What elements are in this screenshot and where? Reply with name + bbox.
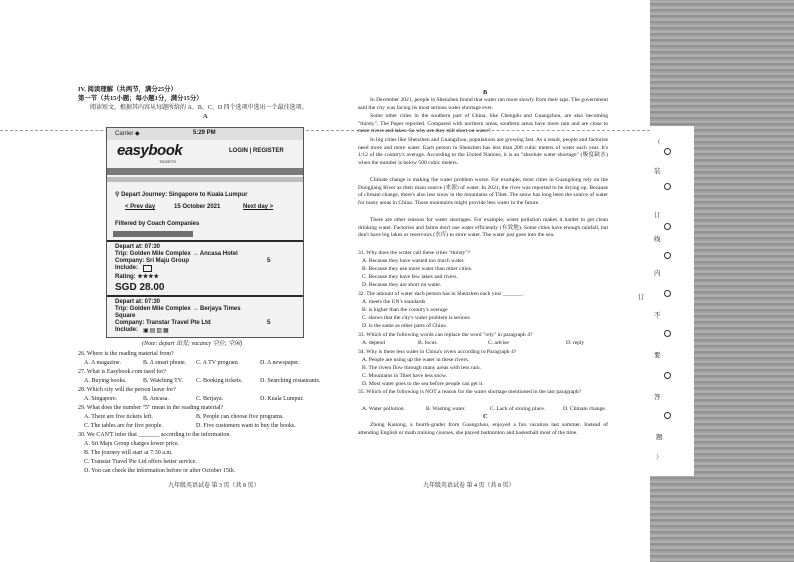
carrier-label: Carrier ◆: [115, 131, 140, 137]
q34-option-c: C. Mountains in Tibet have less snow.: [362, 373, 448, 379]
q26-stem: 26. Where is the reading material from?: [78, 351, 174, 357]
q31-option-d: D. Because they are short on water.: [362, 282, 442, 288]
q27-option-a: A. Buying books.: [84, 378, 127, 384]
binding-hole: [664, 412, 671, 419]
q27-option-b: B. Watching TV.: [143, 378, 183, 384]
binding-strip: [638, 0, 794, 562]
binding-hole: [664, 372, 671, 379]
q28-option-d: D. Kuala Lumpur.: [260, 396, 304, 402]
header-band: [107, 168, 303, 175]
q33-option-c: C. advise: [488, 340, 509, 346]
binding-side-label: 订: [638, 294, 645, 301]
filter-label: Filtered by Coach Companies: [115, 221, 200, 227]
q30-option-b: B. The journey will start at 7:30 a.m.: [84, 450, 173, 456]
q31-option-b: B. Because they use more water than other cities.: [362, 266, 473, 272]
q32-option-c: C. shows that the city's water problem is serious: [362, 315, 470, 321]
passage-b-paragraph-4: Climate change is making the water problem worse. For example, most cities in Guangdong rely on the Dongjiang River as their main source (来源) of water. In 2021, the river was reported to be drying up. Because of climate change, there's also less snow in the mountains of Tibet. The snow has long been the source of water for many areas in China. Those mountains might provide less water in the future.: [358, 177, 608, 207]
passage-label-c: C: [483, 413, 488, 420]
trip1-rating: Rating: ★★★★: [115, 274, 159, 280]
passage-label-a: A: [203, 113, 208, 120]
binding-hole: [664, 223, 671, 230]
q34-stem: 34. Why is there less water in China's rivers according to Paragraph 4?: [358, 349, 517, 355]
filter-dropdown[interactable]: [113, 231, 193, 237]
divider: [107, 240, 303, 242]
trip1-depart: Depart at: 07:30: [115, 244, 161, 250]
clock: 5:29 PM: [193, 130, 216, 136]
q27-option-d: D. Searching restaurants.: [260, 378, 321, 384]
q35-option-c: C. Lack of storing place.: [490, 406, 546, 412]
trip1-company: Company: Sri Maju Group: [115, 258, 190, 264]
q34-option-b: B. The rivers flow through many areas with less rain.: [362, 365, 482, 371]
location-pin-icon: ⚲: [115, 192, 120, 198]
binding-char: 不: [654, 312, 661, 319]
login-register-link[interactable]: LOGIN | REGISTER: [229, 148, 284, 154]
binding-hole: [664, 183, 671, 190]
binding-char: ）: [656, 454, 663, 461]
passage-c-paragraph-1: Zhong Kaitong, a fourth-grader from Guangzhou, enjoyed a fun vacation last summer. Instead of attending English or math training courses, she played badminton and basketball most of the time.: [358, 422, 608, 436]
part-heading: 第一节（共15小题；每小题1分，满分15分）: [78, 95, 203, 102]
q34-option-d: D. Most water goes to the sea before people can get it.: [362, 381, 484, 387]
passage-b-paragraph-2: Some other cities in the southern part of China, like Chengdu and Guangzhou, are also becoming "thirsty", The Paper reported. Compared with northern areas, southern areas have more rain and are close to more rivers and lakes. So why are they still short on water?: [358, 113, 608, 135]
q35-option-b: B. Wasting water.: [426, 406, 466, 412]
binding-char: 内: [654, 270, 661, 277]
q26-option-d: D. A newspaper.: [260, 360, 300, 366]
q29-option-d: D. Five customers want to buy the books.: [196, 423, 296, 429]
passage-b-paragraph-3: In big cities like Shenzhen and Guangzhou, populations are growing fast. As a result, people and factories need more and more water. Each person in Shenzhen has less than 200 cubic meters of water each year. It's 1/12 of the country's average. According to the United Nations, it is an "absolute water shortage" (极度缺水) when the number is below 500 cubic meters.: [358, 137, 608, 167]
q34-option-a: A. People are using up the water in these rivers.: [362, 357, 470, 363]
page-footer-right: 九年级英语试卷 第 4 页（共 8 页）: [423, 483, 515, 489]
q28-option-c: C. Berjaya.: [196, 396, 224, 402]
binding-char: 订: [654, 212, 661, 219]
trip2-include: Include:: [115, 327, 139, 333]
page-footer-left: 九年级英语试卷 第 3 页（共 8 页）: [168, 483, 260, 489]
selected-date: 15 October 2021: [174, 204, 221, 210]
trip2-vacancy: 5: [267, 320, 271, 326]
logo-subtitle: TICKETS: [159, 159, 176, 164]
trip1-route: Trip: Golden Mile Complex → Ancasa Hotel: [115, 251, 238, 257]
q35-stem: 35. Which of the following is NOT a reason for the water shortage mentioned in the last paragraph?: [358, 389, 582, 395]
q29-stem: 29. What does the number "5" mean in the reading material?: [78, 405, 224, 411]
q32-stem: 32. The amount of water each person has in Shenzhen each year _______.: [358, 291, 524, 297]
binding-char: 答: [654, 394, 661, 401]
q30-option-d: D. You can check the information before or after October 15th.: [84, 468, 236, 474]
depart-journey-text: Depart Journey: Singapore to Kuala Lumpur: [121, 192, 248, 198]
trip2-company: Company: Transtar Travel Pte Ltd: [115, 320, 211, 326]
q27-option-c: C. Booking tickets.: [196, 378, 243, 384]
binding-char: 要: [654, 352, 661, 359]
binding-hole: [664, 290, 671, 297]
q26-option-c: C. A TV program.: [196, 360, 240, 366]
q27-stem: 27. What is Easybook.com used for?: [78, 369, 167, 375]
q33-stem: 33. Which of the following words can replace the word "rely" in paragraph 4?: [358, 332, 533, 338]
q26-option-b: B. A smart phone.: [143, 360, 187, 366]
easybook-logo: easybook: [117, 142, 183, 159]
passage-b-paragraph-5: There are other reasons for water shortages. For example, water pollution makes it harder to get clean drinking water. Factories and farms don't use water efficiently (有效地). Some cities have enough rainfall, but don't have big lakes or reservoirs (水库) to store water. The water just goes into the sea.: [358, 217, 608, 239]
trip2-route-cont: Square: [115, 313, 136, 319]
trip1-price: SGD 28.00: [115, 282, 165, 293]
wifi-icon: [143, 265, 152, 272]
passage-b-paragraph-1: In December 2021, people in Shenzhen found that water ran more slowly from their taps. The government said the city was facing its most serious water shortage ever.: [358, 97, 608, 111]
trip1-vacancy: 5: [267, 258, 271, 264]
trip1-include: Include:: [115, 265, 139, 271]
phone-screenshot: [106, 127, 304, 338]
binding-char: （: [654, 139, 661, 146]
q29-option-b: B. People can choose five programs.: [196, 414, 284, 420]
q29-option-a: A. There are five tickets left.: [84, 414, 154, 420]
q30-option-a: A. Sri Maju Group charges lower price.: [84, 441, 180, 447]
q28-option-b: B. Ancasa.: [143, 396, 169, 402]
trip2-route: Trip: Golden Mile Complex → Berjaya Times: [115, 306, 241, 312]
header-band-light: [107, 177, 303, 182]
q33-option-d: D. reply: [566, 340, 585, 346]
depart-journey: [115, 191, 247, 198]
right-page: [358, 0, 648, 562]
trip2-depart: Depart at: 07:30: [115, 299, 161, 305]
vocab-note: (Note: depart 出发; vacancy 空位; 空闲): [142, 341, 243, 347]
prev-day-link[interactable]: < Prev day: [125, 204, 156, 210]
divider: [107, 295, 303, 297]
q26-option-a: A. A magazine.: [84, 360, 121, 366]
q33-option-b: B. focus: [418, 340, 437, 346]
status-bar: [107, 128, 303, 140]
q30-stem: 30. We CAN'T infer that _______ according to the information.: [78, 432, 231, 438]
q35-option-d: D. Climate change.: [563, 406, 607, 412]
q32-option-a: A. meets the UN's standards: [362, 299, 426, 305]
q35-option-a: A. Water pollution.: [362, 406, 405, 412]
binding-margin: [650, 126, 694, 476]
amenity-icons: ▣▤▥▦: [143, 328, 170, 334]
binding-hole: [664, 252, 671, 259]
q30-option-c: C. Transtar Travel Pte Ltd offers better service.: [84, 459, 198, 465]
section-heading: IV. 阅读理解（共两节，满分25分）: [78, 86, 177, 93]
next-day-link[interactable]: Next day >: [243, 204, 274, 210]
q31-stem: 31. Why does the writer call these cities "thirsty"?: [358, 250, 471, 256]
q33-option-a: A. depend: [362, 340, 385, 346]
binding-char: 装: [654, 168, 661, 175]
instruction: 阅读短文，根据其内容从每题所给的 A、B、C、D 四个选项中选出一个最佳选项。: [90, 105, 308, 111]
q31-option-c: C. Because they have few lakes and rivers.: [362, 274, 458, 280]
q32-option-d: D. is the same as other parts of China: [362, 323, 446, 329]
binding-hole: [664, 330, 671, 337]
q28-option-a: A. Singapore.: [84, 396, 118, 402]
passage-label-b: B: [483, 89, 488, 96]
q29-option-c: C. The tables are for five people.: [84, 423, 163, 429]
binding-hole: [664, 148, 671, 155]
q28-stem: 28. Which city will the person leave for?: [78, 387, 176, 393]
binding-char: 题: [656, 434, 663, 441]
q31-option-a: A. Because they have wasted too much water.: [362, 258, 465, 264]
binding-char: 线: [654, 236, 661, 243]
q32-option-b: B. is higher than the country's average: [362, 307, 448, 313]
